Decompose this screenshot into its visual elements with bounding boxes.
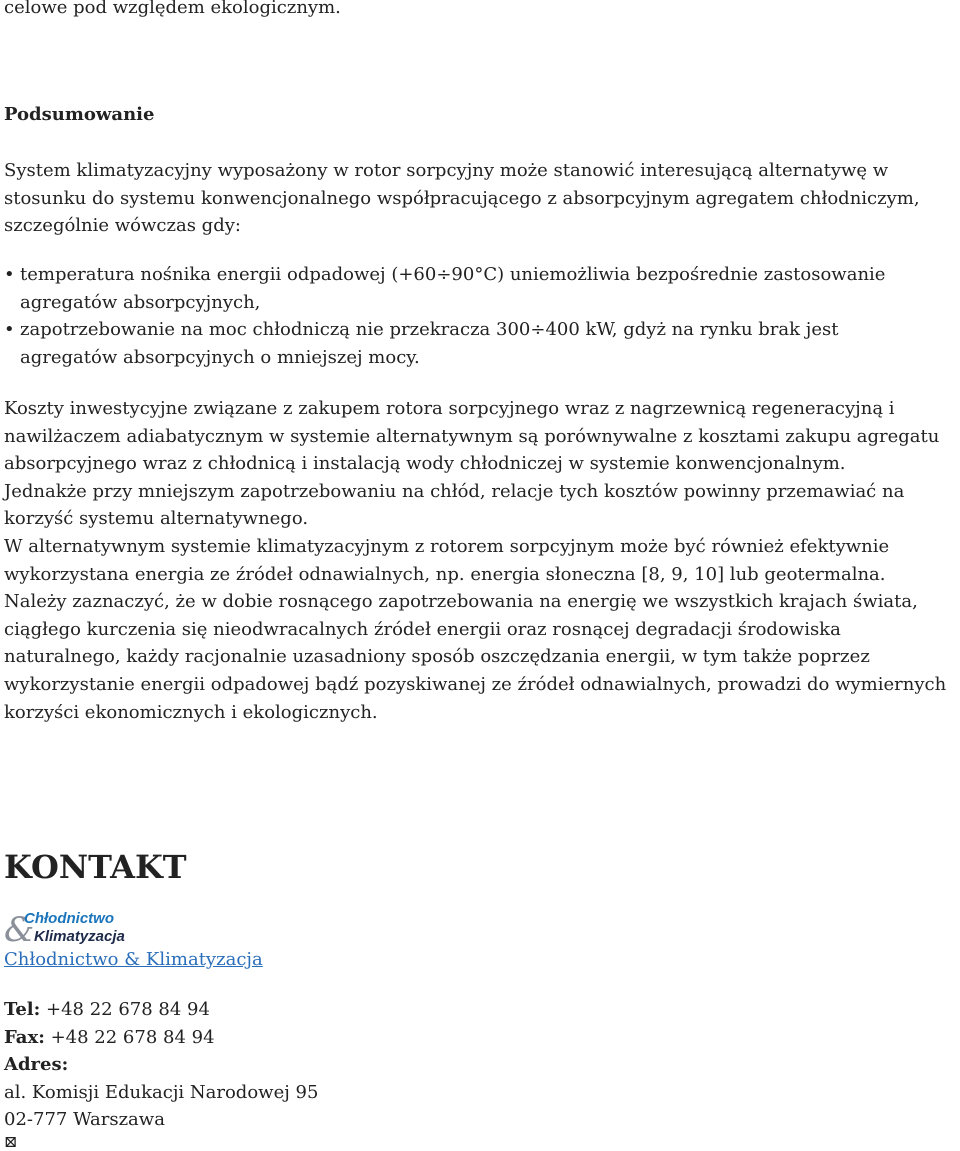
- paragraph-conclusion: Należy zaznaczyć, że w dobie rosnącego zapotrzebowania na energię we wszystkich krajach świata, ciągłego kurczenia się nieodwracalnych źródeł energii oraz rosnącej degradacji środowiska naturalnego, każdy racjonalnie uzasadniony sposób oszczędzania energii, w tym także poprzez wykorzystanie energii odpadowej bądź pozyskiwanej ze źródeł odnawialnych, prowadzi do wymiernych korzyści ekonomicznych i ekologicznych.: [4, 591, 947, 723]
- logo-word-2: Klimatyzacja: [34, 928, 125, 945]
- list-item: [4, 261, 940, 316]
- fax-label: Fax:: [4, 1026, 45, 1048]
- logo-word-1: Chłodnictwo: [24, 910, 114, 927]
- list-item: [4, 316, 940, 371]
- tel-label: Tel:: [4, 999, 41, 1020]
- company-logo[interactable]: [4, 910, 146, 946]
- company-link[interactable]: Chłodnictwo & Klimatyzacja: [4, 949, 263, 970]
- bullet-icon: •: [4, 264, 15, 285]
- address-line-2: 02-777 Warszawa: [4, 1109, 165, 1131]
- paragraph-costs: Koszty inwestycyjne związane z zakupem rotora sorpcyjnego wraz z nagrzewnicą regeneracyjną i nawilżaczem adiabatycznym w systemie alternatywnym są porównywalne z kosztami zakupu agregatu absorpcyjnego wraz z chłodnicą i instalacją wody chłodniczej w systemie konwencjonalnym.: [4, 398, 940, 475]
- summary-body: [4, 395, 956, 726]
- conditions-list: [0, 261, 940, 371]
- list-item-text: temperatura nośnika energii odpadowej (+60÷90°C) uniemożliwia bezpośrednie zastosowanie agregatów absorpcyjnych,: [20, 264, 886, 313]
- address-label: Adres:: [4, 1054, 69, 1076]
- contact-details: [4, 996, 318, 1134]
- tel-row: [4, 996, 318, 1024]
- summary-heading: Podsumowanie: [4, 104, 155, 125]
- address-line-1: al. Komisji Edukacji Narodowej 95: [4, 1081, 319, 1103]
- bullet-icon: •: [4, 319, 15, 341]
- tel-value: +48 22 678 84 94: [46, 999, 210, 1020]
- paragraph-demand: Jednakże przy mniejszym zapotrzebowaniu na chłód, relacje tych kosztów powinny przemawiać na korzyść systemu alternatywnego.: [4, 480, 905, 530]
- fax-value: +48 22 678 84 94: [50, 1026, 215, 1048]
- list-item-text: zapotrzebowanie na moc chłodniczą nie przekracza 300÷400 kW, gdyż na rynku brak jest agregatów absorpcyjnych o mniejszej mocy.: [20, 319, 839, 368]
- paragraph-renewables: W alternatywnym systemie klimatyzacyjnym z rotorem sorpcyjnym może być również efektywnie wykorzystana energia ze źródeł odnawialnych, np. energia słoneczna [8, 9, 10] lub geotermalna.: [4, 535, 890, 585]
- logo-ampersand: &: [4, 910, 35, 946]
- address-label-row: [4, 1051, 318, 1079]
- previous-paragraph-fragment: celowe pod względem ekologicznym.: [4, 0, 341, 18]
- contact-heading: KONTAKT: [4, 848, 187, 886]
- envelope-icon[interactable]: ⊠: [4, 1132, 18, 1151]
- fax-row: [4, 1024, 318, 1052]
- summary-intro: System klimatyzacyjny wyposażony w rotor sorpcyjny może stanowić interesującą alternatywę w stosunku do systemu konwencjonalnego współpracującego z absorpcyjnym agregatem chłodniczym, szczególnie wówczas gdy:: [4, 160, 920, 237]
